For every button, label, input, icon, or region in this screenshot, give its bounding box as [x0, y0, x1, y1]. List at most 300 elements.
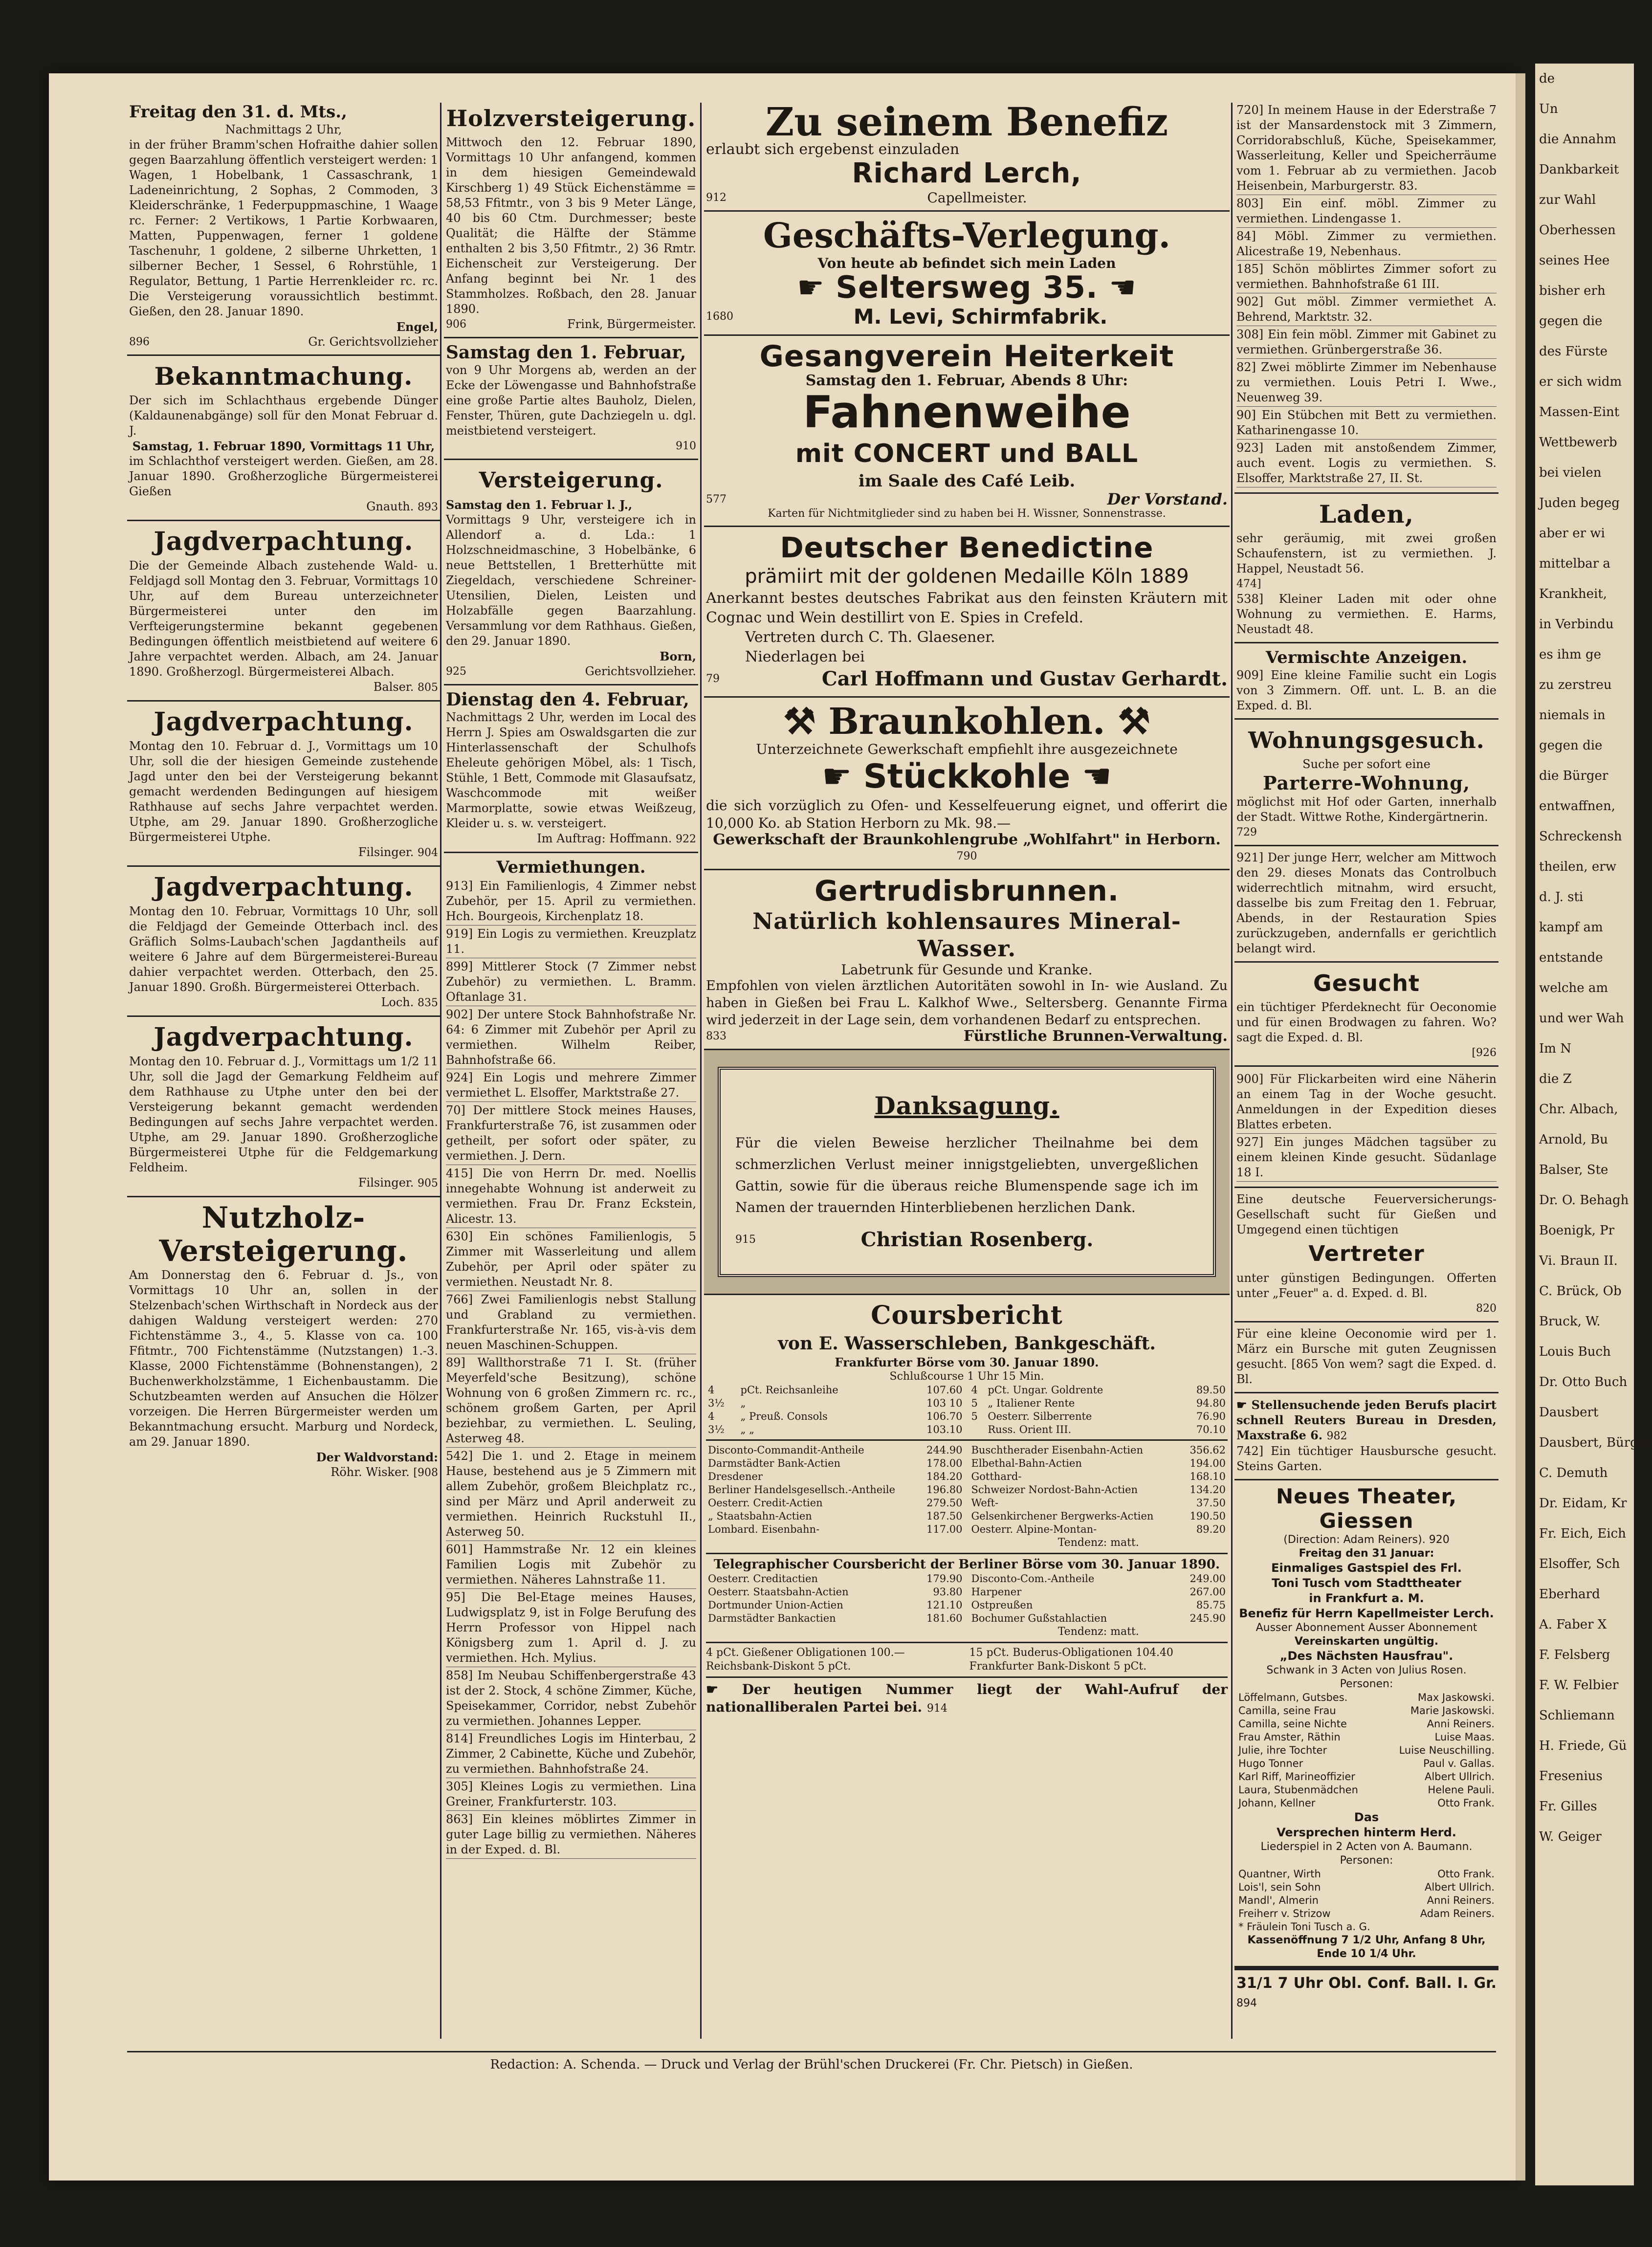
ad-subtitle: Frankfurter Börse vom 30. Januar 1890.: [835, 1355, 1099, 1369]
ad-number: 1680: [706, 310, 733, 323]
classified-entry: 185] Schön möblirtes Zimmer sofort zu vermiethen. Bahnhofstraße 61 III.: [1236, 261, 1497, 293]
ad-signature: Röhr. Wisker.: [330, 1465, 410, 1479]
ad-title: Gertrudisbrunnen.: [815, 874, 1119, 907]
table-row: [706, 1423, 965, 1436]
ad-body: Stellensuchende jeden Berufs placirt schnell Reuters Bureau in Dresden, Maxstraße 6.: [1236, 1398, 1497, 1442]
ad-gesangverein: [704, 336, 1230, 527]
tendency-label: Tendenz: matt.: [1057, 1626, 1139, 1638]
classified-entry: 924] Ein Logis und mehrere Zimmer vermiethet L. Elsoffer, Marktstraße 27.: [446, 1069, 696, 1102]
next-page-fragment: Balser, Ste: [1539, 1163, 1608, 1177]
ad-headline: Parterre-Wohnung,: [1262, 772, 1471, 794]
table-row: [706, 1510, 965, 1523]
next-page-fragment: W. Geiger: [1539, 1829, 1602, 1844]
ad-body: Am Donnerstag den 6. Februar d. Js., von Vormittags 10 Uhr an, sollen in der Stelzenbach'schen Wirthschaft in Nordeck aus der dahigen Waldung versteigert werden: 270 Fichtenstämme 3., 4., 5. Klasse von ca. 100 Ffitmtr., 700 Fichtenstämme (Nutzstangen) 1.-3. Klasse, 2000 Fichtenstämme (Bohnenstangen), 2 Buchenwerkholzstämme, 1 Eichenbaustamm. Die Schutzbeamten werden auf Ansuchen die Hölzer vorzeigen. Die Herren Bürgermeister werden um Bekanntmachung ersucht. Marburg und Nordeck, am 29. Januar 1890.: [129, 1268, 438, 1449]
ad-title: Wohnungsgesuch.: [1248, 727, 1485, 753]
ad-body: die sich vorzüglich zu Ofen- und Kesselfeuerung eignet, und offerirt die 10,000 Ko. ab Station Herborn zu Mk. 98.—: [706, 797, 1228, 831]
table-row: [1236, 1731, 1497, 1744]
column-rule: [1231, 103, 1233, 2039]
ad-gesucht: [1234, 963, 1498, 1067]
ad-date: Freitag den 31 Januar:: [1299, 1547, 1434, 1560]
table-row: [706, 1586, 965, 1599]
ad-body: ein tüchtiger Pferdeknecht für Oeconomie und für einen Brodwagen zu fahren. Wo? sagt die Exped. d. Bl.: [1236, 1000, 1497, 1044]
imprint-footer: Redaction: A. Schenda. — Druck und Verlag der Brühl'schen Druckerei (Fr. Chr. Pietsch) in Gießen.: [127, 2051, 1496, 2072]
classified-entry: 858] Im Neubau Schiffenbergerstraße 43 ist der 2. Stock, 4 schöne Zimmer, Küche, Speisekammer, Corridor, nebst Zubehör zu vermiethen. Johannes Lepper.: [446, 1667, 696, 1730]
ad-number: 894: [1236, 1997, 1257, 2009]
table-cell: Löffelmann, Gutsbes.: [1238, 1692, 1348, 1703]
table-cell: 190.50: [1189, 1510, 1226, 1522]
classified-entry: 902] Der untere Stock Bahnhofstraße Nr. 64: 6 Zimmer mit Zubehör per April zu vermiethen. Wilhelm Reiber, Bahnhofstraße 66.: [446, 1006, 696, 1069]
next-page-fragment: Fr. Eich, Eich: [1539, 1526, 1626, 1541]
ad-body: Suche per sofort eine: [1302, 757, 1431, 771]
ad-number: 920: [1429, 1534, 1450, 1546]
ad-body: Toni Tusch vom Stadttheater: [1272, 1576, 1461, 1590]
table-cell: * Fräulein Toni Tusch a. G.: [1238, 1921, 1370, 1933]
ad-body: Vormittags 9 Uhr, versteigere ich in Allendorf a. d. Lda.: 1 Holzschneidmaschine, 3 Hobelbänke, 6 neue Bettstellen, 1 Bretterhütte mit Ziegeldach, verschiedene Schreiner-Utensilien, Dielen, Leisten und Holzabfälle gegen Baarzahlung. Versammlung vor dem Rathhaus. Gießen, den 29. Januar 1890.: [446, 513, 696, 648]
next-page-fragment: Schreckensh: [1539, 829, 1622, 844]
ad-body: in der früher Bramm'schen Hofraithe dahier sollen gegen Baarzahlung öffentlich versteigert werden: 1 Wagen, 1 Hobelbank, 1 Cassaschrank, 1 Ladeneinrichtung, 2 Sophas, 2 Commoden, 3 Kleiderschränke, 1 Federpuppmaschine, 1 Waage rc. Ferner: 2 Vertikows, 1 Partie Korbwaaren, Matten, Puppenwagen, ferner 1 goldene Taschenuhr, 1 goldene, 2 silberne Uhrketten, 1 silberner Becher, 1 Sessel, 6 Rohrstühle, 1 Regulator, Bettung, 1 Partie Herrenkleider rc. rc. Die Versteigerung voraussichtlich bestimmt. Gießen, den 28. Januar 1890.: [129, 138, 438, 318]
table-cell: Lombard. Eisenbahn-: [708, 1523, 820, 1535]
ad-body: Vereinskarten ungültig.: [1294, 1635, 1439, 1648]
table-cell: Marie Jaskowski.: [1410, 1705, 1495, 1717]
table-cell: 178.00: [926, 1457, 963, 1469]
table-cell: Elbethal-Bahn-Actien: [971, 1457, 1082, 1469]
next-page-fragment: Massen-Eint: [1539, 405, 1620, 419]
table-row: [706, 1384, 965, 1397]
table-cell: 76.90: [1196, 1410, 1226, 1422]
classified-entry: 601] Hammstraße Nr. 12 ein kleines Familien Logis mit Zubehör zu vermiethen. Näheres Lahnstraße 11.: [446, 1541, 696, 1589]
ad-body: in Frankfurt a. M.: [1309, 1591, 1424, 1605]
next-page-fragment: entwaffnen,: [1539, 799, 1615, 814]
table-cell: 94.80: [1196, 1397, 1226, 1409]
ad-laden: [1234, 494, 1498, 643]
ad-title: Bekanntmachung.: [154, 362, 413, 391]
table-cell: Otto Frank.: [1437, 1797, 1495, 1809]
table-cell: Buschtherader Eisenbahn-Actien: [971, 1444, 1143, 1456]
classified-entry: 900] Für Flickarbeiten wird eine Näherin an einem Tag in der Woche gesucht. Anmeldungen in der Expedition dieses Blattes erbeten.: [1236, 1071, 1497, 1134]
ad-number: 915: [735, 1234, 756, 1246]
table-row: [969, 1599, 1228, 1612]
table-cell: Johann, Kellner: [1238, 1797, 1316, 1809]
next-page-fragment: die Z: [1539, 1072, 1572, 1086]
next-page-fragment: bei vielen: [1539, 465, 1602, 480]
ad-number: 904: [418, 847, 438, 859]
ad-signature: Gewerkschaft der Braunkohlengrube „Wohlfahrt" in Herborn.: [713, 831, 1221, 848]
table-cell: 117.00: [926, 1523, 963, 1535]
ad-body: Ausser Abonnement Ausser Abonnement: [1256, 1622, 1477, 1634]
next-page-fragment: H. Friede, Gü: [1539, 1739, 1627, 1753]
classified-entry: 90] Ein Stübchen mit Bett zu vermiethen. Katharinengasse 10.: [1236, 407, 1497, 440]
table-row: [706, 1457, 965, 1470]
classified-entry: 720] In meinem Hause in der Ederstraße 7 ist der Mansardenstock mit 3 Zimmern, Corridorabschluß, Küche, Speisekammer, Wasserleitung, Keller und Speicherräume vom 1. Februar ab zu vermiethen. Jacob Heisenbein, Marburgerstr. 83.: [1236, 102, 1497, 195]
table-cell: 107.60: [926, 1384, 963, 1396]
next-page-fragment: niemals in: [1539, 708, 1606, 723]
ad-headline: Fahnenweihe: [803, 387, 1131, 438]
table-cell: pCt. Ungar. Goldrente: [988, 1384, 1103, 1396]
table-row: [1236, 1868, 1497, 1881]
table-cell: Frau Amster, Räthin: [1238, 1731, 1341, 1743]
table-cell: 3½: [708, 1424, 725, 1435]
table-row: [969, 1470, 1228, 1483]
ad-number: 820: [1476, 1302, 1497, 1315]
table-cell: Gelsenkirchener Bergwerks-Actien: [971, 1510, 1154, 1522]
pointing-hand-icon: ☛: [1236, 1398, 1247, 1412]
classified-entry: 82] Zwei möblirte Zimmer im Nebenhause zu vermiethen. Louis Petri I. Wwe., Neuenweg 39.: [1236, 359, 1497, 407]
ad-coursbericht: [704, 1295, 1230, 1722]
bond-value: 100.—: [870, 1647, 905, 1659]
table-cell: Dortmunder Union-Actien: [708, 1599, 843, 1611]
classified-entry: 305] Kleines Logis zu vermiethen. Lina Greiner, Frankfurterstr. 103.: [446, 1778, 696, 1811]
ad-jagd-feldheim: [127, 1017, 440, 1197]
ad-ball: [1234, 1967, 1498, 2018]
classified-entry: 902] Gut möbl. Zimmer vermiethet A. Behrend, Marktstr. 32.: [1236, 293, 1497, 326]
ad-danksagung: [704, 1050, 1230, 1295]
next-page-fragment: Arnold, Bu: [1539, 1132, 1608, 1147]
next-page-fragment: des Fürste: [1539, 344, 1608, 359]
ad-braunkohlen: [704, 698, 1230, 870]
ad-gertrudisbrunnen: [704, 870, 1230, 1050]
ad-body: 538] Kleiner Laden mit oder ohne Wohnung zu vermiethen. E. Harms, Neustadt 48.: [1236, 592, 1497, 636]
classified-entry: 923] Laden mit anstoßendem Zimmer, auch event. Logis zu vermiethen. S. Elsoffer, Marktstraße 27, II. St.: [1236, 440, 1497, 487]
ad-number: 922: [676, 833, 696, 845]
ad-misc: [1234, 1067, 1498, 1188]
table-row: [1236, 1784, 1497, 1797]
table-cell: Oesterr. Credit-Actien: [708, 1497, 823, 1509]
play-subtitle: Schwank in 3 Acten von Julius Rosen.: [1266, 1664, 1467, 1676]
ad-title: Versteigerung.: [159, 1234, 408, 1268]
ad-place: im Saale des Café Leib.: [858, 471, 1076, 491]
ad-signature: Fürstliche Brunnen-Verwaltung.: [963, 1028, 1228, 1045]
next-page-fragment: bisher erh: [1539, 284, 1606, 298]
next-page-fragment: A. Faber X: [1539, 1617, 1607, 1632]
next-page-fragment: Dr. Eidam, Kr: [1539, 1496, 1627, 1511]
table-row: [1236, 1718, 1497, 1731]
table-cell: Bochumer Gußstahlactien: [971, 1612, 1107, 1624]
next-page-fragment: Bruck, W.: [1539, 1314, 1601, 1329]
tendency-label: Tendenz: matt.: [1057, 1537, 1139, 1549]
ad-number: 790: [956, 850, 977, 862]
next-page-fragment: in Verbindu: [1539, 617, 1614, 632]
table-cell: Anni Reiners.: [1427, 1718, 1495, 1730]
ad-subheadline: mit CONCERT und BALL: [795, 439, 1139, 468]
next-page-fragment: die Annahm: [1539, 132, 1616, 147]
ad-number: 79: [706, 673, 720, 685]
pointing-hand-icon: ☛: [797, 269, 825, 305]
table-row: [969, 1384, 1228, 1397]
ad-footnote: Karten für Nichtmitglieder sind zu haben bei H. Wissner, Sonnenstrasse.: [768, 507, 1166, 520]
classified-entry: 84] Möbl. Zimmer zu vermiethen. Alicestraße 19, Nebenhaus.: [1236, 228, 1497, 261]
table-row: [706, 1599, 965, 1612]
table-cell: 267.00: [1189, 1586, 1226, 1598]
ad-title: Vermiethungen.: [496, 858, 646, 877]
table-row: [706, 1444, 965, 1457]
ad-body: Für eine kleine Oeconomie wird per 1. März ein Bursche mit guten Zeugnissen gesucht. [865 Von wem? sagt die Exped. d. Bl.: [1236, 1327, 1497, 1386]
ad-number: 910: [676, 440, 696, 452]
ad-subtitle: Unterzeichnete Gewerkschaft empfiehlt ihre ausgezeichnete: [756, 741, 1178, 757]
ad-subtitle: (Direction: Adam Reiners).: [1283, 1534, 1426, 1546]
next-page-fragment: theilen, erw: [1539, 859, 1616, 874]
table-row: [969, 1572, 1228, 1586]
table-cell: Berliner Handelsgesellsch.-Antheile: [708, 1484, 896, 1496]
table-row: [706, 1410, 965, 1423]
play-title: Versprechen hinterm Herd.: [1277, 1826, 1456, 1839]
table-cell: Oesterr. Creditactien: [708, 1573, 818, 1585]
table-cell: Freiherr v. Strizow: [1238, 1908, 1331, 1919]
table-cell: Paul v. Gallas.: [1423, 1758, 1495, 1769]
classified-entry: 814] Freundliches Logis im Hinterbau, 2 Zimmer, 2 Cabinette, Küche und Zubehör, zu vermiethen. Bahnhofstraße 24.: [446, 1730, 696, 1778]
discount-label: Reichsbank-Diskont 5 pCt.: [706, 1660, 851, 1673]
table-row: [1236, 1907, 1497, 1920]
table-cell: 70.10: [1196, 1424, 1226, 1435]
ad-subtitle: Nachmittags 2 Uhr,: [225, 123, 342, 136]
pointing-hand-icon: ☛: [822, 757, 852, 796]
table-row: [706, 1483, 965, 1497]
column-2: [444, 98, 698, 2044]
ad-subtitle: Von heute ab befindet sich mein Laden: [817, 255, 1116, 271]
ad-title: Jagdverpachtung.: [154, 707, 414, 737]
next-page-fragment: seines Hee: [1539, 253, 1610, 268]
ad-title: Vermischte Anzeigen.: [1265, 648, 1468, 667]
table-row: [1236, 1691, 1497, 1704]
ad-signature: Filsinger.: [358, 845, 414, 859]
classified-entry: 913] Ein Familienlogis, 4 Zimmer nebst Zubehör, per 15. April zu vermiethen. Hch. Bourgeois, Kirchenplatz 18.: [446, 878, 696, 925]
table-cell: Lois'l, sein Sohn: [1238, 1881, 1321, 1893]
table-row: [1236, 1704, 1497, 1718]
table-cell: Gotthard-: [971, 1471, 1022, 1482]
classified-entry: 70] Der mittlere Stock meines Hauses, Frankfurterstraße 76, ist zusammen oder getheilt, per sofort oder später, zu vermiethen. J. Dern.: [446, 1102, 696, 1165]
ad-name: Carl Hoffmann und Gustav Gerhardt.: [821, 667, 1228, 690]
next-page-fragment: F. Felsberg: [1539, 1648, 1610, 1662]
ad-body: Nachmittags 2 Uhr, werden im Local des Herrn J. Spies am Oswaldsgarten die zur Hinterlassenschaft der Schulhofs Eheleute gehörigen Möbel, als: 1 Tisch, Stühle, 1 Bett, Commode mit Glasaufsatz, Waschcommode mit weißer Marmorplatte, sowie etwas Weißzeug, Kleider u. s. w. versteigert.: [446, 710, 696, 830]
table-cell: Luise Neuschilling.: [1399, 1744, 1495, 1756]
ad-signature: Filsinger.: [358, 1176, 414, 1190]
table-cell: 106.70: [926, 1410, 963, 1422]
ad-controlbuch: [1234, 846, 1498, 963]
ad-vermiethungen: [444, 853, 698, 1864]
table-cell: 3½: [708, 1397, 725, 1409]
crossed-hammers-icon: ⚒: [783, 701, 816, 743]
ad-body: sehr geräumig, mit zwei großen Schaufenstern, ist zu vermiethen. J. Happel, Neustadt 56.: [1236, 531, 1497, 575]
ad-vermischte: [1234, 643, 1498, 720]
next-page-fragment: aber er wi: [1539, 526, 1605, 541]
table-cell: 103.10: [926, 1424, 963, 1435]
ad-signature: Frink, Bürgermeister.: [567, 317, 696, 331]
next-page-fragment: Chr. Albach,: [1539, 1102, 1618, 1117]
ad-signature: Der Vorstand.: [1107, 490, 1228, 508]
table-cell: Dresdener: [708, 1471, 763, 1482]
ad-number: 893: [418, 501, 438, 513]
ad-date: Samstag den 1. Februar, Abends 8 Uhr:: [805, 372, 1128, 389]
play-title: „Des Nächsten Hausfrau".: [1279, 1649, 1454, 1663]
ad-notice: Der heutigen Nummer liegt der Wahl-Aufruf der nationalliberalen Partei bei.: [706, 1681, 1228, 1715]
ad-title: Jagdverpachtung.: [154, 527, 414, 556]
table-row: [1236, 1797, 1497, 1810]
ad-title: Braunkohlen.: [828, 701, 1105, 743]
ad-body: im Schlachthof versteigert werden. Gießen, am 28. Januar 1890. Großherzogliche Bürgermeisterei Gießen: [129, 454, 438, 498]
ad-body: 31/1 7 Uhr Obl. Conf. Ball. I. Gr.: [1236, 1975, 1497, 1992]
ad-title: Zu seinem Benefiz: [765, 99, 1168, 145]
table-cell: 4: [708, 1410, 715, 1422]
table-cell: Helene Pauli.: [1428, 1784, 1495, 1796]
ad-title: Vertreter: [1308, 1241, 1425, 1266]
ad-title: Deutscher Benedictine: [780, 531, 1154, 564]
next-page-fragment: Fr. Gilles: [1539, 1799, 1597, 1814]
ad-number: 896: [129, 336, 150, 348]
table-cell: 93.80: [933, 1586, 963, 1598]
ad-body: Anerkannt bestes deutsches Fabrikat aus den feinsten Kräutern mit Cognac und Wein destillirt von E. Spies in Crefeld.: [706, 590, 1228, 626]
ad-title: Neues Theater, Giessen: [1276, 1484, 1457, 1533]
next-page-fragment: Wettbewerb: [1539, 435, 1617, 450]
ad-signature: Born,: [660, 649, 696, 663]
table-cell: 85.75: [1196, 1599, 1226, 1611]
ad-number: 982: [1326, 1430, 1347, 1442]
table-row: [1236, 1770, 1497, 1784]
table-cell: 103 10: [926, 1397, 963, 1409]
ad-body: Empfohlen von vielen ärztlichen Autoritäten sowohl in In- wie Ausland. Zu haben in Gießen bei Frau L. Kalkhof Wwe., Seltersberg. Genannte Firma wird jederzeit in der Lage sein, dem vorhandenen Bedarf zu entsprechen.: [706, 978, 1228, 1028]
ad-body: unter günstigen Bedingungen. Offerten unter „Feuer" a. d. Exped. d. Bl.: [1236, 1271, 1497, 1300]
next-page-fragment: Eberhard: [1539, 1587, 1600, 1602]
table-row: [969, 1423, 1228, 1436]
table-cell: Quantner, Wirth: [1238, 1868, 1321, 1880]
next-page-fragment: welche am: [1539, 981, 1608, 995]
table-cell: „ Preuß. Consols: [740, 1410, 828, 1422]
next-page-fragment: entstande: [1539, 950, 1603, 965]
play-title: Das: [1354, 1810, 1379, 1824]
ad-number: 906: [446, 318, 466, 330]
table-cell: 194.00: [1189, 1457, 1226, 1469]
ad-body: 921] Der junge Herr, welcher am Mittwoch den 29. dieses Monats das Controlbuch widerrechtlich mitnahm, wird ersucht, dasselbe bis zum Freitag den 1. Februar, Abends, in der Restauration Spies zurückzugeben, andernfalls er gerichtlich belangt wird.: [1236, 851, 1497, 955]
ad-jagd-utphe: [127, 702, 440, 867]
next-page-fragment: d. J. sti: [1539, 890, 1584, 904]
table-cell: „: [740, 1397, 746, 1409]
table-row: [969, 1586, 1228, 1599]
ad-number: 805: [418, 682, 438, 694]
classified-entry: 766] Zwei Familienlogis nebst Stallung und Grabland zu vermiethen. Frankfurterstraße Nr. 165, vis-à-vis dem neuen Maschinen-Schuppen.: [446, 1291, 696, 1354]
table-cell: Camilla, seine Frau: [1238, 1705, 1336, 1717]
ad-title: Versteigerung.: [479, 468, 663, 493]
ad-role: Gr. Gerichtsvollzieher: [308, 335, 438, 349]
bond-value: 104.40: [1135, 1647, 1173, 1659]
table-cell: 244.90: [926, 1444, 963, 1456]
ad-name: Richard Lerch,: [852, 157, 1082, 189]
next-page-fragment: Boenigk, Pr: [1539, 1223, 1615, 1238]
table-row: [706, 1470, 965, 1483]
table-cell: Disconto-Com.-Antheile: [971, 1573, 1095, 1585]
ad-body: Der sich im Schlachthaus ergebende Dünger (Kaldaunenabgänge) soll für den Monat Februar d. J.: [129, 394, 438, 438]
ad-number: 835: [418, 997, 438, 1009]
ad-date: Samstag, 1. Februar 1890, Vormittags 11 Uhr,: [132, 439, 435, 453]
column-4: [1234, 98, 1498, 2044]
ad-body: Eine deutsche Feuerversicherungs-Gesellschaft sucht für Gießen und Umgegend einen tüchtigen: [1236, 1192, 1497, 1236]
classified-entry: 415] Die von Herrn Dr. med. Noellis innegehabte Wohnung ist anderweit zu vermiethen. Frau Dr. Franz Eckstein, Alicestr. 13.: [446, 1165, 696, 1228]
table-cell: 279.50: [926, 1497, 963, 1509]
pointing-hand-icon: ☚: [1081, 757, 1112, 796]
table-cell: Russ. Orient III.: [988, 1424, 1072, 1435]
ad-title: Gesucht: [1313, 970, 1420, 996]
table-cell: Albert Ullrich.: [1424, 1881, 1495, 1893]
table-cell: 184.20: [926, 1471, 963, 1482]
next-page-fragment: Dausbert: [1539, 1405, 1599, 1420]
crossed-hammers-icon: ⚒: [1118, 701, 1150, 743]
discount-label: Frankfurter Bank-Diskont 5 pCt.: [969, 1660, 1147, 1673]
next-page-fragment: de: [1539, 71, 1555, 86]
ad-body: Mittwoch den 12. Februar 1890, Vormittags 10 Uhr anfangend, kommen in dem hiesigen Gemeindewald Kirschberg 1) 49 Stück Eichenstämme = 58,53 Ffitmtr., von 3 bis 9 Meter Länge, 40 bis 60 Ctm. Durchmesser; beste Qualität; die Hälfte der Stämme enthalten 2 bis 3,50 Ffitmtr., 2) 36 Rmtr. Eichenscheit zur Versteigerung. Der Anfang beginnt bei Nr. 1 des Stammholzes. Roßbach, den 28. Januar 1890.: [446, 135, 696, 316]
next-page-fragment: gegen die: [1539, 314, 1603, 329]
next-page-fragment: Louis Buch: [1539, 1344, 1611, 1359]
table-cell: Hugo Tonner: [1238, 1758, 1303, 1769]
ad-number: [926: [1472, 1047, 1497, 1059]
table-row: [969, 1612, 1228, 1625]
table-cell: Oesterr. Silberrente: [988, 1410, 1092, 1422]
bond-label: 4 pCt. Gießener Obligationen: [706, 1647, 867, 1659]
table-row: [969, 1510, 1228, 1523]
table-row: [969, 1410, 1228, 1423]
table-cell: 5: [971, 1410, 978, 1422]
table-cell: 89.50: [1196, 1384, 1226, 1396]
ad-body: von 9 Uhr Morgens ab, werden an der Ecke der Löwengasse und Bahnhofstraße eine große Partie altes Bauholz, Dielen, Fenster, Thüren, gute Dachziegeln u. dgl. meistbietend versteigert.: [446, 363, 696, 438]
table-cell: Julie, ihre Tochter: [1238, 1744, 1327, 1756]
table-row: [1236, 1881, 1497, 1894]
ad-geschaefts-verlegung: [704, 212, 1230, 336]
table-cell: „ „: [740, 1424, 754, 1435]
ad-stellen: [1234, 1393, 1498, 1480]
ad-rooms: [1234, 98, 1498, 494]
ad-title: Nutzholz-: [201, 1201, 366, 1235]
table-cell: pCt. Reichsanleihe: [740, 1384, 838, 1396]
next-page-fragment: kampf am: [1539, 920, 1603, 935]
table-row: [969, 1523, 1228, 1536]
next-page-fragment: es ihm ge: [1539, 647, 1602, 662]
table-row: [1236, 1920, 1497, 1934]
table-cell: 5: [971, 1397, 978, 1409]
ad-number: 914: [926, 1702, 947, 1715]
ad-body: Für die vielen Beweise herzlicher Theilnahme bei dem schmerzlichen Verlust meiner innigstgeliebten, unvergeßlichen Gattin, sowie für die überaus reiche Blumenspende sage ich im Namen der trauernden Hinterbliebenen herzlichen Dank.: [735, 1135, 1198, 1215]
ad-title: Jagdverpachtung.: [154, 872, 414, 902]
ad-number: [908: [413, 1467, 438, 1479]
next-page-fragment: Schliemann: [1539, 1708, 1615, 1723]
ad-nutzholz: [127, 1197, 440, 1485]
next-page-fragment: Dr. Otto Buch: [1539, 1375, 1628, 1389]
table-cell: Laura, Stubenmädchen: [1238, 1784, 1358, 1796]
ad-number: 905: [418, 1177, 438, 1190]
table-cell: Oesterr. Alpine-Montan-: [971, 1523, 1097, 1535]
table-cell: Disconto-Commandit-Antheile: [708, 1444, 864, 1456]
table-row: [706, 1612, 965, 1625]
table-cell: 356.62: [1189, 1444, 1226, 1456]
table-cell: 168.10: [1189, 1471, 1226, 1482]
classified-entry: 803] Ein einf. möbl. Zimmer zu vermiethen. Lindengasse 1.: [1236, 195, 1497, 228]
ad-oeconomie: [1234, 1322, 1498, 1393]
table-cell: Oesterr. Staatsbahn-Actien: [708, 1586, 849, 1598]
ad-number: 729: [1236, 826, 1257, 838]
ad-number: 577: [706, 493, 727, 506]
next-page-fragment: und wer Wah: [1539, 1011, 1624, 1026]
table-row: [1236, 1744, 1497, 1757]
column-1: [127, 98, 440, 2044]
table-cell: Mandl', Almerin: [1238, 1895, 1319, 1906]
ad-body: Niederlagen bei: [745, 648, 865, 665]
ad-number: 833: [706, 1030, 727, 1042]
ad-signature: Gnauth.: [366, 500, 414, 513]
table-cell: 121.10: [926, 1599, 963, 1611]
bond-label: 15 pCt. Buderus-Obligationen: [969, 1647, 1132, 1659]
classified-entry: 89] Wallthorstraße 71 I. St. (früher Meyerfeld'sche Besitzung), schöne Wohnung von 6 großen Zimmern rc. rc., schönem großem Garten, per April beziehbar, zu vermiethen. L. Seuling, Asterweg 48.: [446, 1354, 696, 1448]
ad-body: 909] Eine kleine Familie sucht ein Logis von 3 Zimmern. Off. unt. L. B. an die Exped. d. Bl.: [1236, 668, 1497, 712]
next-page-fragment: Elsoffer, Sch: [1539, 1557, 1620, 1571]
ad-number: 912: [706, 192, 727, 204]
table-cell: „ Staatsbahn-Actien: [708, 1510, 812, 1522]
ad-jagd-otterbach: [127, 867, 440, 1017]
next-page-fragment: Juden begeg: [1539, 496, 1620, 510]
